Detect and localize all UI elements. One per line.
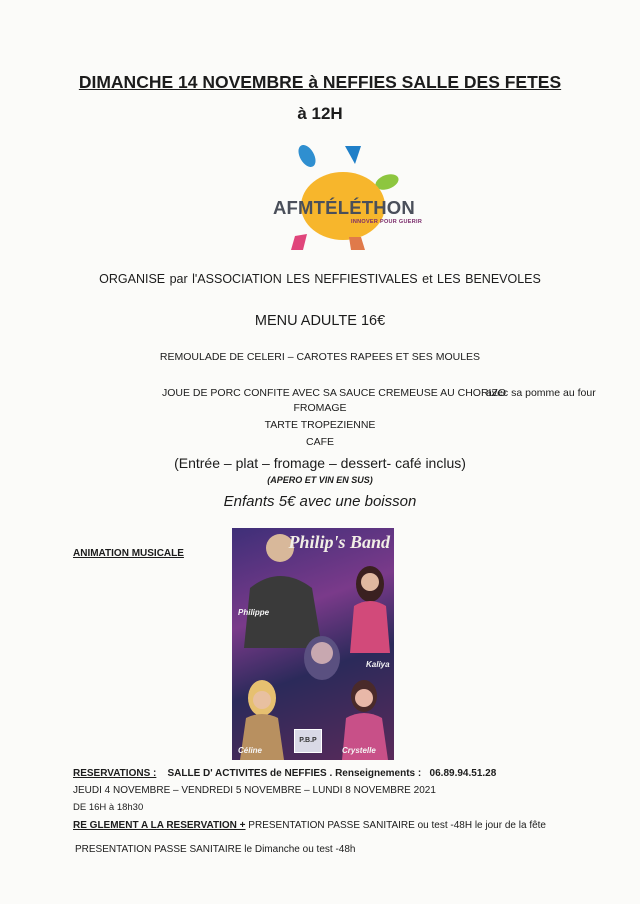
menu-main-side: avec sa pomme au four xyxy=(486,387,596,399)
member-kaliya: Kaliya xyxy=(366,660,390,669)
menu-kids-price: Enfants 5€ avec une boisson xyxy=(223,493,417,510)
pbp-badge: P.B.P xyxy=(294,729,322,753)
orange-petal xyxy=(349,237,365,250)
event-time: à 12H xyxy=(297,104,343,123)
menu-coffee: CAFE xyxy=(305,436,334,448)
center-face xyxy=(311,642,333,664)
menu-cheese: FROMAGE xyxy=(293,402,347,414)
afm-telethon-logo xyxy=(265,142,435,254)
band-poster xyxy=(232,528,394,760)
event-title: DIMANCHE 14 NOVEMBRE à NEFFIES SALLE DES FETES xyxy=(78,72,562,92)
reservation-hours: DE 16H à 18h30 xyxy=(73,802,144,813)
menu-apero-note: (APERO ET VIN EN SUS) xyxy=(267,475,373,485)
blue-petal-right xyxy=(345,146,361,164)
payment-label: RE GLEMENT A LA RESERVATION + xyxy=(73,820,246,831)
animation-label: ANIMATION MUSICALE xyxy=(73,548,184,559)
menu-title: MENU ADULTE 16€ xyxy=(254,313,386,329)
menu-starter: REMOULADE DE CELERI – CAROTES RAPEES ET SES MOULES xyxy=(159,351,481,363)
menu-dessert: TARTE TROPEZIENNE xyxy=(264,419,376,431)
menu-included: (Entrée – plat – fromage – dessert- café inclus) xyxy=(174,455,466,471)
band-name: Philip's Band xyxy=(288,532,390,552)
member-celine: Céline xyxy=(238,746,263,755)
reservations-place: SALLE D' ACTIVITES de NEFFIES . Renseignements : xyxy=(167,768,422,779)
crystelle-face xyxy=(355,689,373,707)
member-crystelle: Crystelle xyxy=(342,746,376,755)
member-philippe: Philippe xyxy=(238,608,270,617)
reservations-label: RESERVATIONS : xyxy=(73,768,157,779)
menu-main: JOUE DE PORC CONFITE AVEC SA SAUCE CREMEUSE AU CHORIZO xyxy=(162,387,507,399)
band-photo-collage xyxy=(232,528,394,760)
reservations-phone: 06.89.94.51.28 xyxy=(429,768,497,779)
payment-text: PRESENTATION PASSE SANITAIRE ou test -48H le jour de la fête xyxy=(248,820,546,831)
logo-wordmark: AFMTÉLÉTHON xyxy=(273,197,415,218)
pink-petal xyxy=(291,234,307,250)
organizer-line: ORGANISE par l'ASSOCIATION LES NEFFIESTIVALES et LES BENEVOLES xyxy=(99,272,541,286)
kaliya-body xyxy=(350,601,390,653)
celine-face xyxy=(253,691,271,709)
logo-tagline: INNOVER POUR GUERIR xyxy=(351,219,423,225)
payment-line xyxy=(73,820,546,831)
reservation-dates: JEUDI 4 NOVEMBRE – VENDREDI 5 NOVEMBRE – LUNDI 8 NOVEMBRE 2021 xyxy=(73,785,436,796)
sunday-pass-note: PRESENTATION PASSE SANITAIRE le Dimanche ou test -48h xyxy=(75,844,356,855)
blue-petal-left xyxy=(295,142,319,170)
reservations-line xyxy=(73,768,496,779)
kaliya-face xyxy=(361,573,379,591)
